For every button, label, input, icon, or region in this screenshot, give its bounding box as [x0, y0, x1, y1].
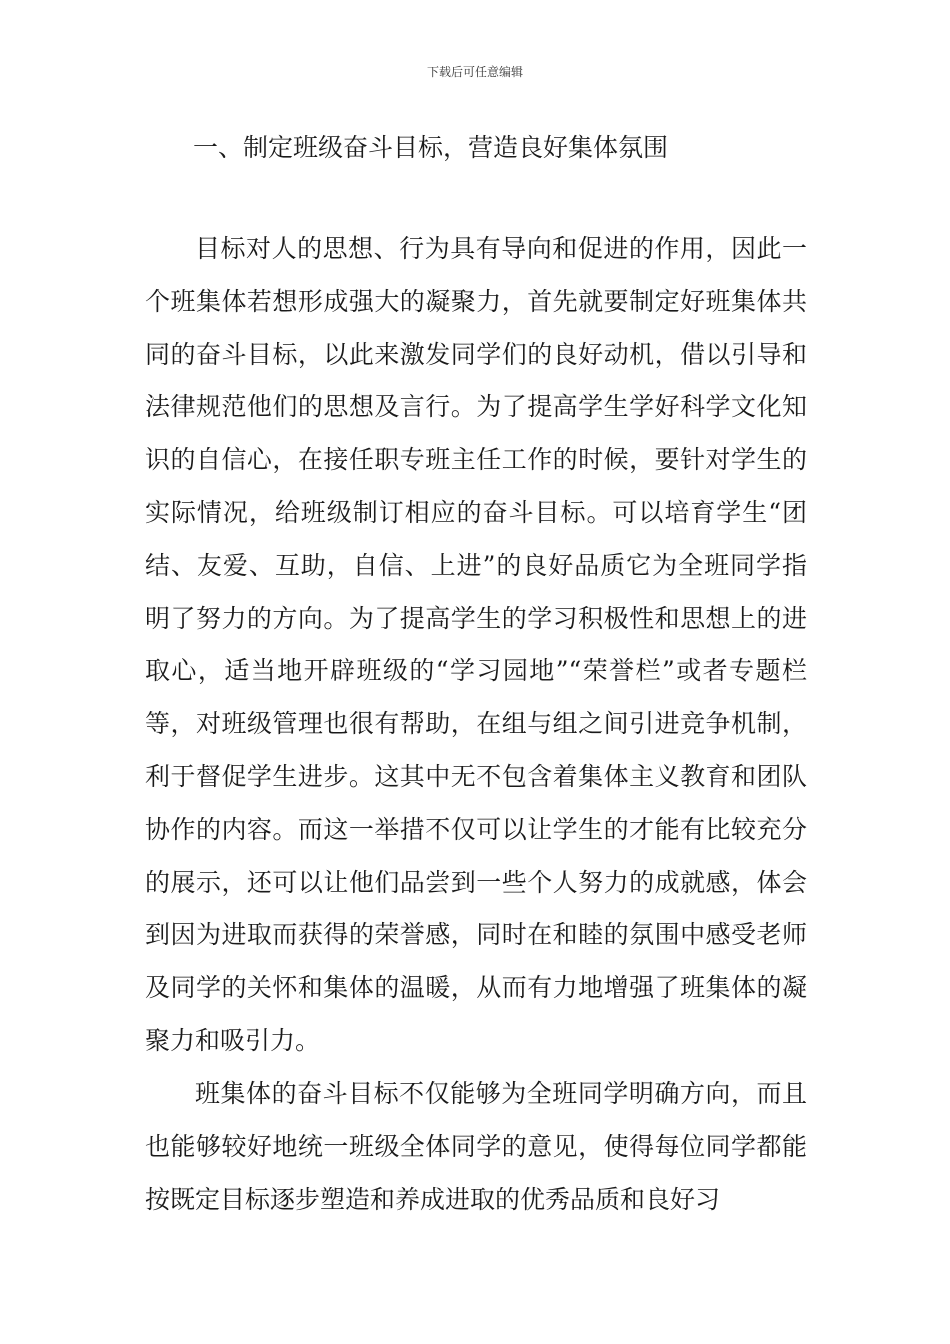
body-paragraph: 目标对人的思想、行为具有导向和促进的作用，因此一个班集体若想形成强大的凝聚力，首先就要制定好班集体共同的奋斗目标，以此来激发同学们的良好动机，借以引导和法律规范他们的思想及言行。为了提高学生学好科学文化知识的自信心，在接任职专班主任工作的时候，要针对学生的实际情况，给班级制订相应的奋斗目标。可以培育学生“团结、友爱、互助，自信、上进”的良好品质它为全班同学指明了努力的方向。为了提高学生的学习积极性和思想上的进取心，适当地开辟班级的“学习园地”“荣誉栏”或者专题栏等，对班级管理也很有帮助，在组与组之间引进竞争机制，利于督促学生进步。这其中无不包含着集体主义教育和团队协作的内容。而这一举措不仅可以让学生的才能有比较充分的展示，还可以让他们品尝到一些个人努力的成就感，体会到因为进取而获得的荣誉感，同时在和睦的氛围中感受老师及同学的关怀和集体的温暖，从而有力地增强了班集体的凝聚力和吸引力。 [145, 234, 807, 1055]
body-paragraph: 班集体的奋斗目标不仅能够为全班同学明确方向，而且也能够较好地统一班级全体同学的意见，使得每位同学都能按既定目标逐步塑造和养成进取的优秀品质和良好习 [145, 1079, 807, 1214]
section-heading: 一、制定班级奋斗目标，营造良好集体氛围 [193, 133, 669, 162]
header-note: 下载后可任意编辑 [426, 65, 523, 79]
